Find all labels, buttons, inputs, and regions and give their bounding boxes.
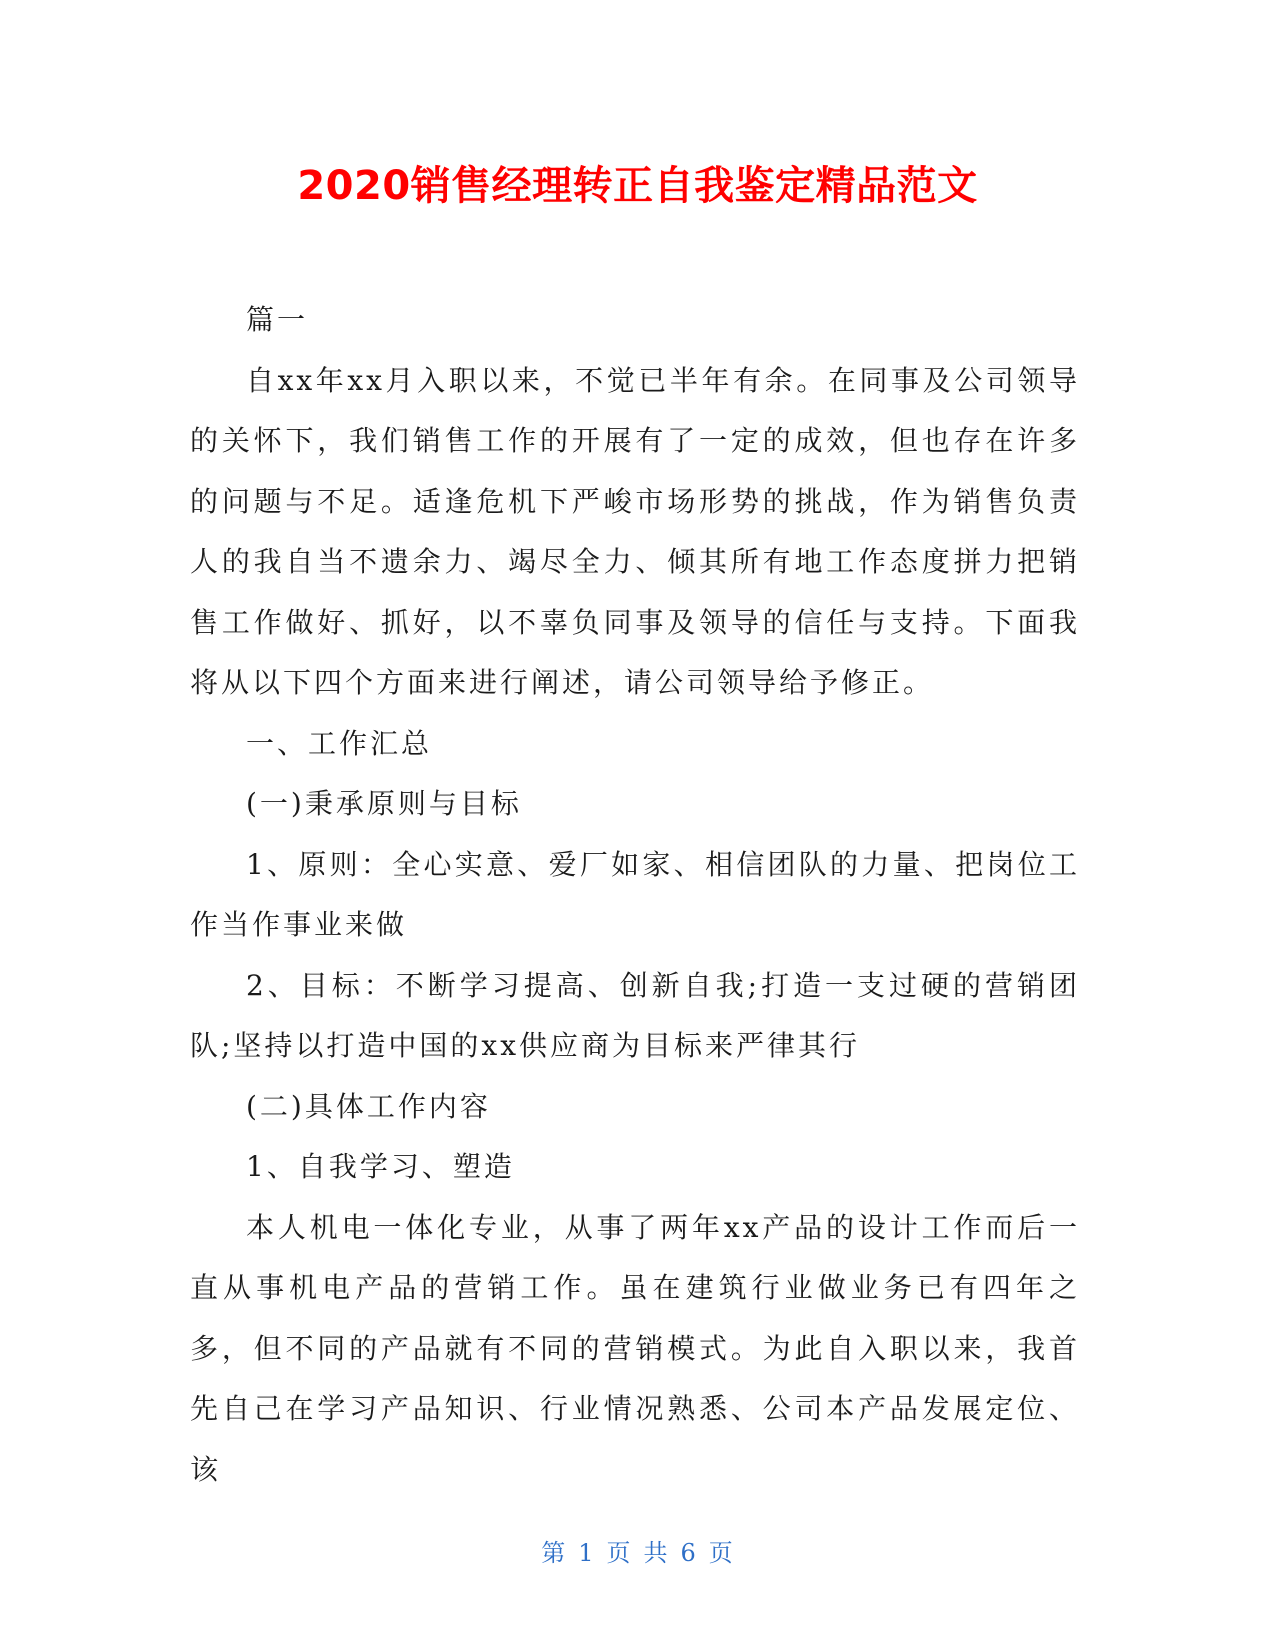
- footer-page-total: 6: [680, 1539, 697, 1567]
- paragraph-background: 本人机电一体化专业，从事了两年xx产品的设计工作而后一直从事机电产品的营销工作。虽在建筑行业做业务已有四年之多，但不同的产品就有不同的营销模式。为此自入职以来，我首先自己在学习产品知识、行业情况熟悉、公司本产品发展定位、该: [190, 1210, 1080, 1486]
- document-body: [190, 290, 1080, 1500]
- item-self-learning: 1、自我学习、塑造: [246, 1150, 515, 1183]
- footer-prefix: 第: [541, 1539, 567, 1567]
- footer-page-current: 1: [578, 1539, 595, 1567]
- heading-work-summary: 一、工作汇总: [246, 726, 433, 760]
- footer-suffix: 页: [708, 1539, 734, 1567]
- subheading-principles-goals: (一)秉承原则与目标: [246, 787, 522, 820]
- footer-page-word: 页: [606, 1539, 632, 1567]
- section-label: 篇一: [246, 303, 309, 336]
- paragraph-intro: 自xx年xx月入职以来，不觉已半年有余。在同事及公司领导的关怀下，我们销售工作的开展有了一定的成效，但也存在许多的问题与不足。适逢危机下严峻市场形势的挑战，作为销售负责人的我自当不遗余力、竭尽全力、倾其所有地工作态度拼力把销售工作做好、抓好，以不辜负同事及领导的信任与支持。下面我将从以下四个方面来进行阐述，请公司领导给予修正。: [190, 363, 1080, 699]
- page-footer: [0, 1538, 1275, 1568]
- subheading-work-content: (二)具体工作内容: [246, 1089, 491, 1123]
- document-title: 2020销售经理转正自我鉴定精品范文: [297, 163, 978, 209]
- footer-total-prefix: 共: [643, 1539, 669, 1567]
- paragraph-goal: 2、目标：不断学习提高、创新自我;打造一支过硬的营销团队;坚持以打造中国的xx供应商为目标来严律其行: [190, 968, 1080, 1062]
- paragraph-principle: 1、原则：全心实意、爱厂如家、相信团队的力量、把岗位工作当作事业来做: [190, 847, 1080, 941]
